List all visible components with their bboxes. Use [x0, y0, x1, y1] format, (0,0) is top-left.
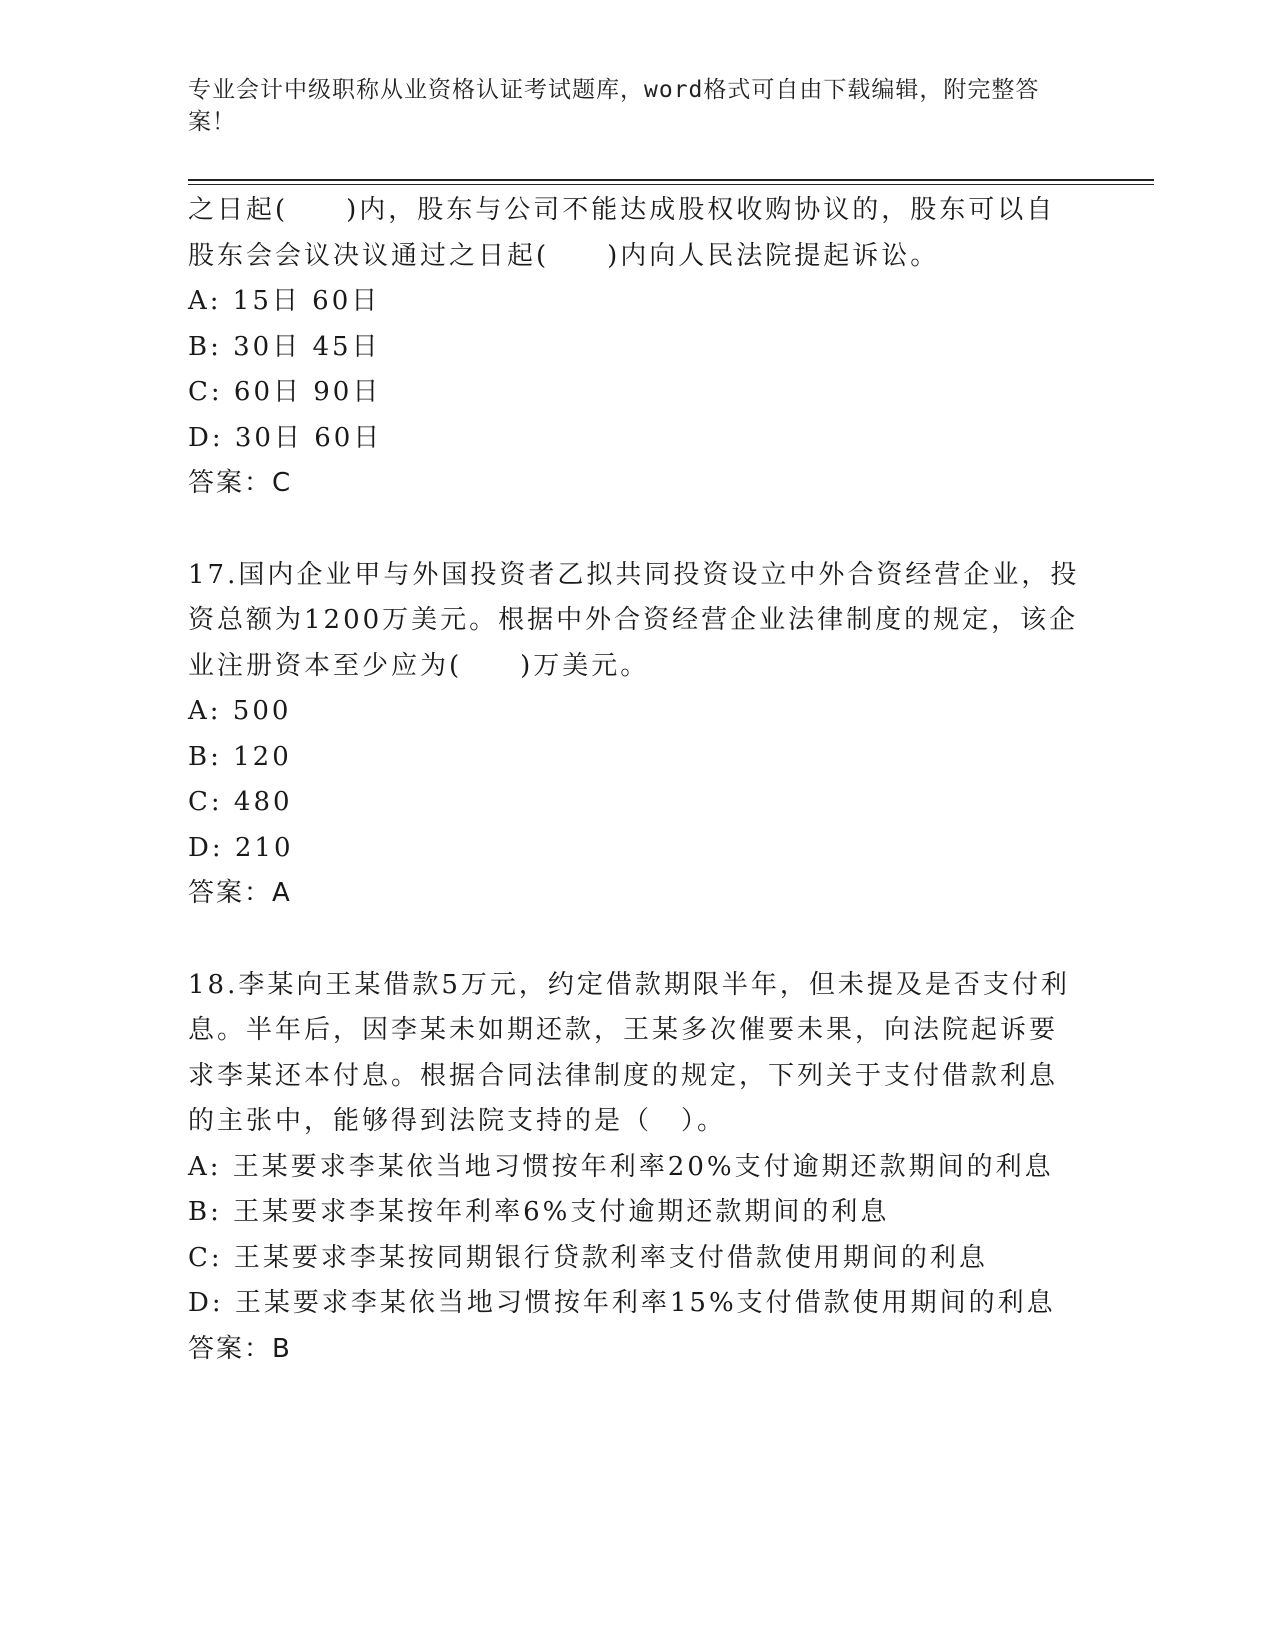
question-text-line: 的主张中，能够得到法院支持的是（ ）。 — [188, 1106, 727, 1136]
question-18 — [188, 963, 1088, 1373]
option-b: B: 王某要求李某按年利率6%支付逾期还款期间的利息 — [188, 1197, 890, 1227]
option-d: D: 王某要求李某依当地习惯按年利率15%支付借款使用期间的利息 — [188, 1288, 1056, 1318]
question-text-line: 业注册资本至少应为( )万美元。 — [188, 650, 650, 681]
question-text-line: 求李某还本付息。根据合同法律制度的规定，下列关于支付借款利息 — [188, 1060, 1059, 1091]
question-text-line: 17.国内企业甲与外国投资者乙拟共同投资设立中外合资经营企业，投 — [188, 559, 1080, 590]
document-header — [188, 74, 1068, 138]
header-rule-thick — [188, 179, 1154, 181]
option-a: A: 15日 60日 — [188, 286, 381, 316]
option-a: A: 500 — [188, 696, 292, 726]
question-text-line: 资总额为1200万美元。根据中外合资经营企业法律制度的规定，该企 — [188, 605, 1079, 635]
option-c: C: 60日 90日 — [188, 377, 382, 407]
option-c: C: 480 — [188, 787, 293, 817]
question-text-line: 之日起( )内，股东与公司不能达成股权收购协议的，股东可以自 — [188, 195, 1056, 225]
document-body — [188, 188, 1088, 1372]
header-text: 专业会计中级职称从业资格认证考试题库，word格式可自由下载编辑，附完整答案！ — [188, 77, 1040, 135]
answer-line: 答案：B — [188, 1333, 292, 1364]
question-text-line: 股东会会议决议通过之日起( )内向人民法院提起诉讼。 — [188, 240, 940, 271]
option-b: B: 30日 45日 — [188, 331, 381, 362]
option-c: C: 王某要求李某按同期银行贷款利率支付借款使用期间的利息 — [188, 1242, 988, 1273]
option-a: A: 王某要求李某依当地习惯按年利率20%支付逾期还款期间的利息 — [188, 1151, 1054, 1182]
option-d: D: 30日 60日 — [188, 422, 383, 453]
option-d: D: 210 — [188, 832, 294, 863]
header-rule-thin — [188, 184, 1154, 185]
answer-line: 答案：C — [188, 468, 293, 498]
answer-line: 答案：A — [188, 878, 292, 908]
question-text-line: 息。半年后，因李某未如期还款，王某多次催要未果，向法院起诉要 — [188, 1015, 1059, 1045]
question-17 — [188, 553, 1088, 917]
question-16 — [188, 188, 1088, 507]
question-text-line: 18.李某向王某借款5万元，约定借款期限半年，但未提及是否支付利 — [188, 969, 1070, 1000]
option-b: B: 120 — [188, 741, 292, 772]
